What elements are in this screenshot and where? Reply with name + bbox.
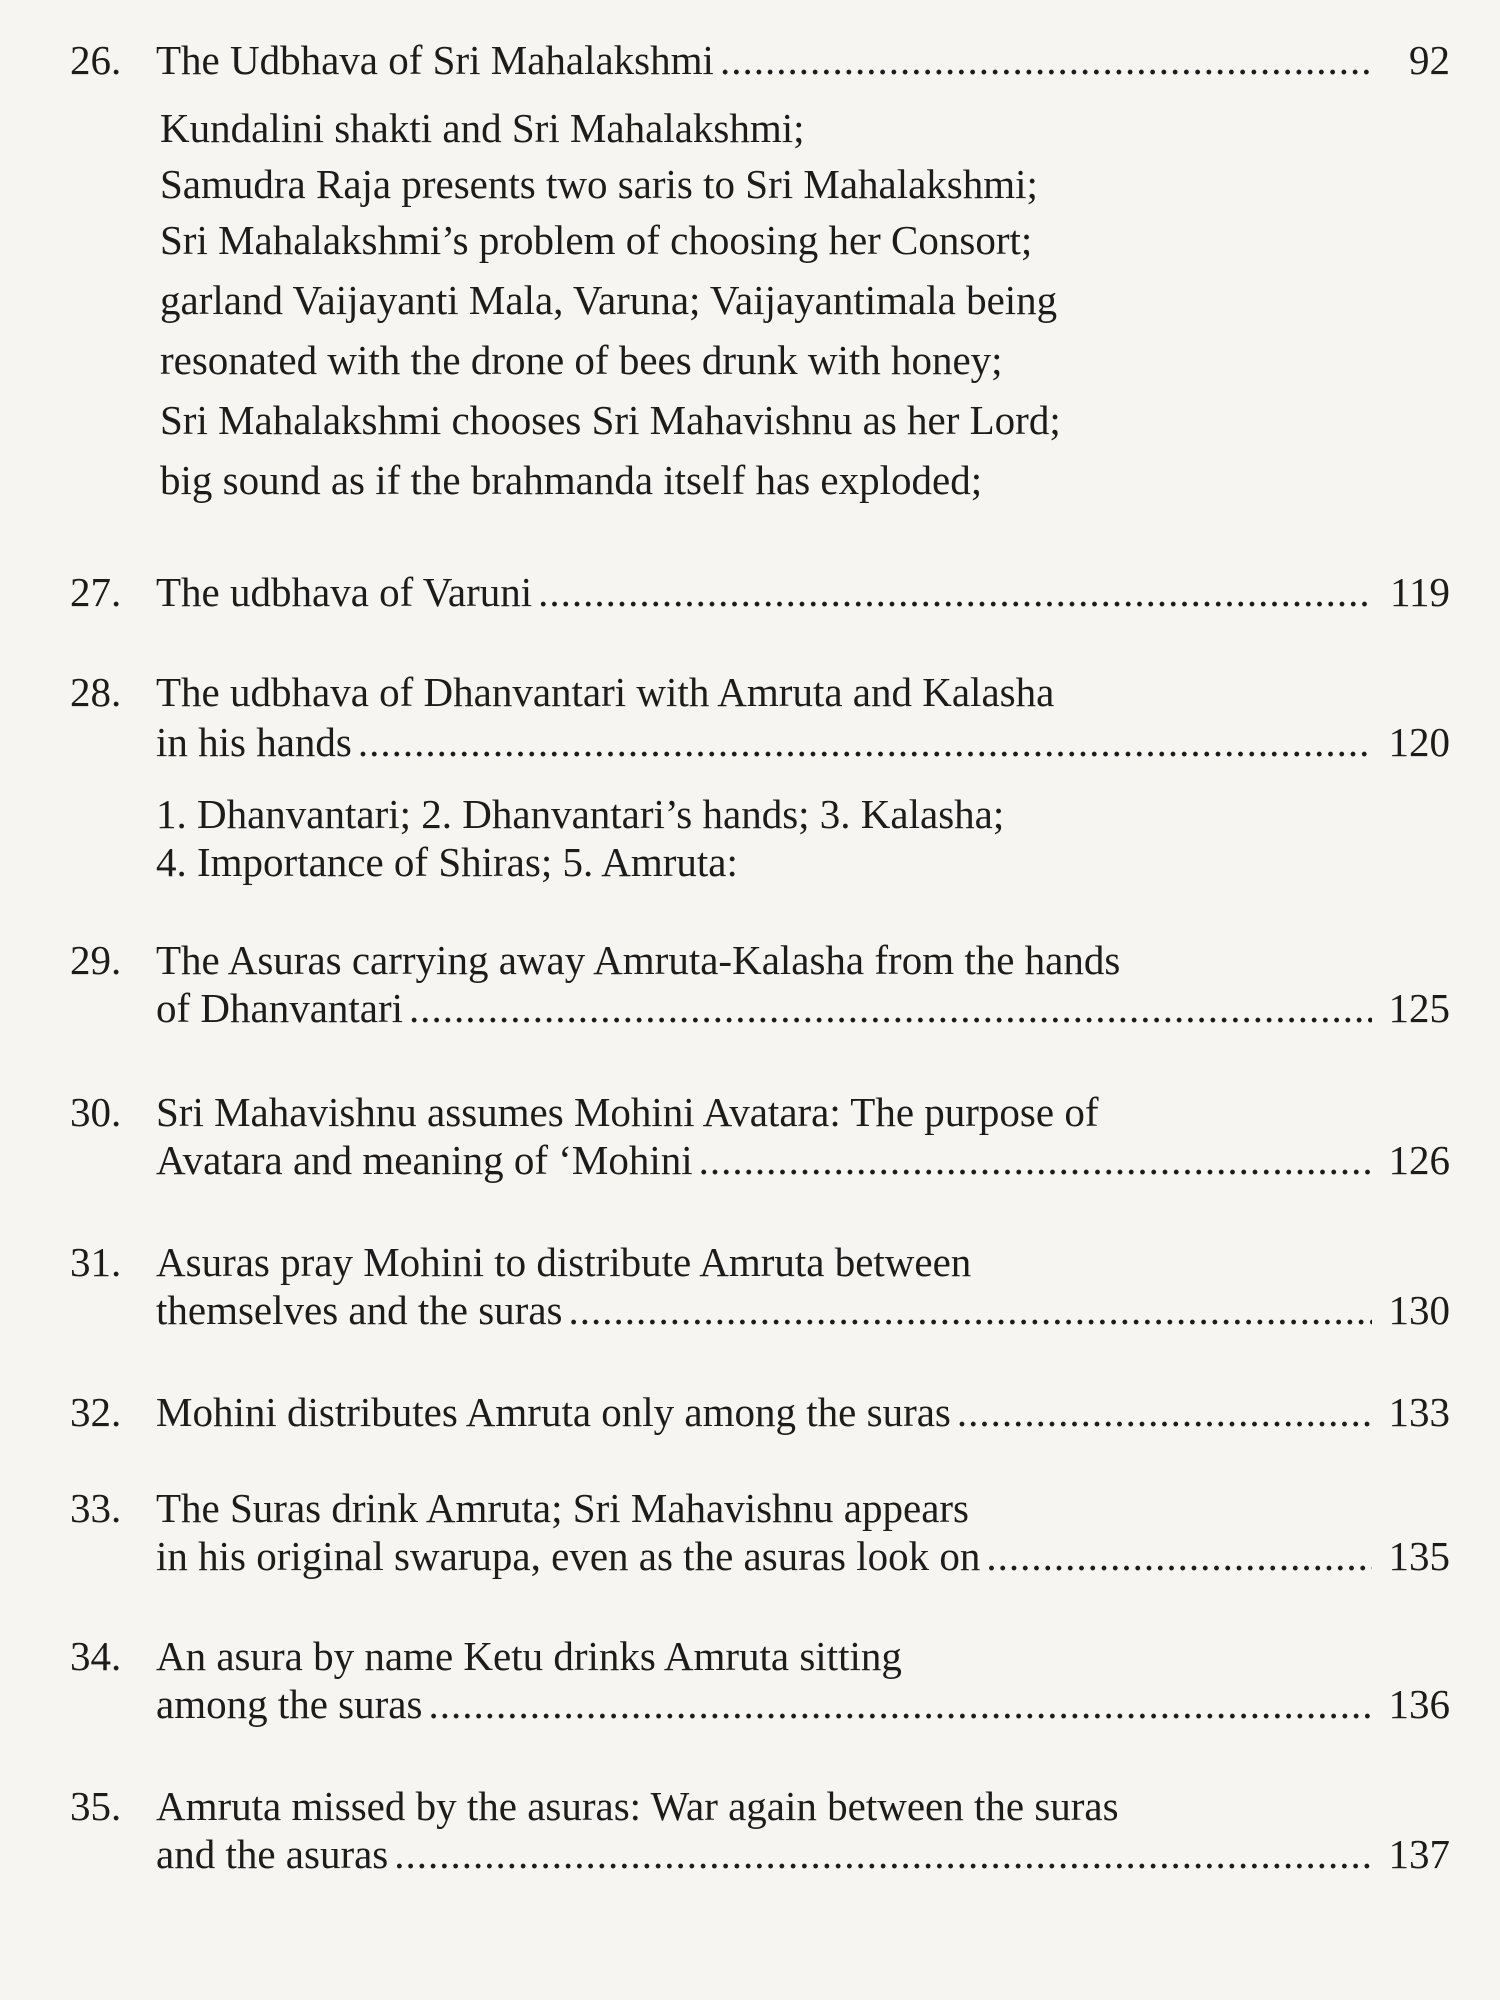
entry-title: The Suras drink Amruta; Sri Mahavishnu appears <box>156 1485 970 1531</box>
entry-number: 28. <box>70 669 122 715</box>
page-number: 120 <box>1388 719 1450 765</box>
dot-leader <box>538 568 1372 616</box>
entry-number: 29. <box>70 937 122 983</box>
page-number: 125 <box>1388 985 1450 1031</box>
dot-leader <box>409 984 1372 1032</box>
entry-title-continued: Avatara and meaning of ‘Mohini <box>156 1137 693 1183</box>
subtopic-line: Sri Mahalakshmi chooses Sri Mahavishnu as her Lord; <box>160 397 1061 443</box>
entry-title-continued: and the asuras <box>156 1831 389 1877</box>
toc-entry-29 <box>70 936 1450 1032</box>
dot-leader <box>699 1136 1372 1184</box>
dot-leader <box>568 1286 1372 1334</box>
toc-entry-30 <box>70 1088 1450 1184</box>
dot-leader <box>720 36 1372 84</box>
toc-entry-28 <box>70 668 1450 886</box>
page-number: 137 <box>1388 1831 1450 1877</box>
entry-number: 32. <box>70 1389 122 1435</box>
dot-leader <box>986 1532 1372 1580</box>
entry-title: The udbhava of Dhanvantari with Amruta and Kalasha <box>156 669 1055 715</box>
toc-entry-27 <box>70 568 1450 616</box>
entry-title-continued: in his hands <box>156 719 352 765</box>
entry-title-continued: in his original swarupa, even as the asuras look on <box>156 1533 981 1579</box>
entry-number: 26. <box>70 37 122 83</box>
page-number: 126 <box>1388 1137 1450 1183</box>
page-number: 133 <box>1388 1389 1450 1435</box>
dot-leader <box>394 1830 1372 1878</box>
subtopic-line: Samudra Raja presents two saris to Sri Mahalakshmi; <box>160 161 1038 207</box>
toc-entry-32 <box>70 1388 1450 1436</box>
subtopic-line: resonated with the drone of bees drunk with honey; <box>160 337 1003 383</box>
page-number: 135 <box>1388 1533 1450 1579</box>
dot-leader <box>957 1388 1372 1436</box>
subtopic-line: 4. Importance of Shiras; 5. Amruta: <box>156 839 738 885</box>
entry-title: The Udbhava of Sri Mahalakshmi <box>156 37 714 83</box>
subtopic-line: big sound as if the brahmanda itself has exploded; <box>160 457 983 503</box>
toc-entry-33 <box>70 1484 1450 1580</box>
entry-title: An asura by name Ketu drinks Amruta sitting <box>156 1633 902 1679</box>
page-number: 136 <box>1388 1681 1450 1727</box>
entry-title: The udbhava of Varuni <box>156 569 533 615</box>
subtopic-line: garland Vaijayanti Mala, Varuna; Vaijayantimala being <box>160 277 1058 323</box>
page-number: 130 <box>1388 1287 1450 1333</box>
toc-subtopics-28 <box>156 790 1450 886</box>
entry-number: 27. <box>70 569 122 615</box>
entry-title-continued: among the suras <box>156 1681 423 1727</box>
entry-title: Asuras pray Mohini to distribute Amruta between <box>156 1239 972 1285</box>
entry-title: The Asuras carrying away Amruta-Kalasha from the hands <box>156 937 1121 983</box>
entry-number: 30. <box>70 1089 122 1135</box>
entry-number: 31. <box>70 1239 122 1285</box>
subtopic-line: 1. Dhanvantari; 2. Dhanvantari’s hands; 3. Kalasha; <box>156 791 1005 837</box>
entry-title: Mohini distributes Amruta only among the suras <box>156 1389 951 1435</box>
toc-entry-35 <box>70 1782 1450 1878</box>
entry-title: Amruta missed by the asuras: War again between the suras <box>156 1783 1119 1829</box>
toc-entry-31 <box>70 1238 1450 1334</box>
entry-number: 34. <box>70 1633 122 1679</box>
entry-number: 35. <box>70 1783 122 1829</box>
entry-number: 33. <box>70 1485 122 1531</box>
entry-title-continued: of Dhanvantari <box>156 985 404 1031</box>
entry-title: Sri Mahavishnu assumes Mohini Avatara: The purpose of <box>156 1089 1099 1135</box>
toc-entry-34 <box>70 1632 1450 1728</box>
subtopic-line: Kundalini shakti and Sri Mahalakshmi; <box>160 105 805 151</box>
page-number: 92 <box>1409 37 1450 83</box>
dot-leader <box>358 718 1372 766</box>
toc-entry-26 <box>70 36 1450 84</box>
subtopic-line: Sri Mahalakshmi’s problem of choosing her Consort; <box>160 217 1033 263</box>
page-number: 119 <box>1390 569 1450 615</box>
toc-subtopics-26 <box>70 100 1061 508</box>
entry-title-continued: themselves and the suras <box>156 1287 563 1333</box>
dot-leader <box>428 1680 1372 1728</box>
